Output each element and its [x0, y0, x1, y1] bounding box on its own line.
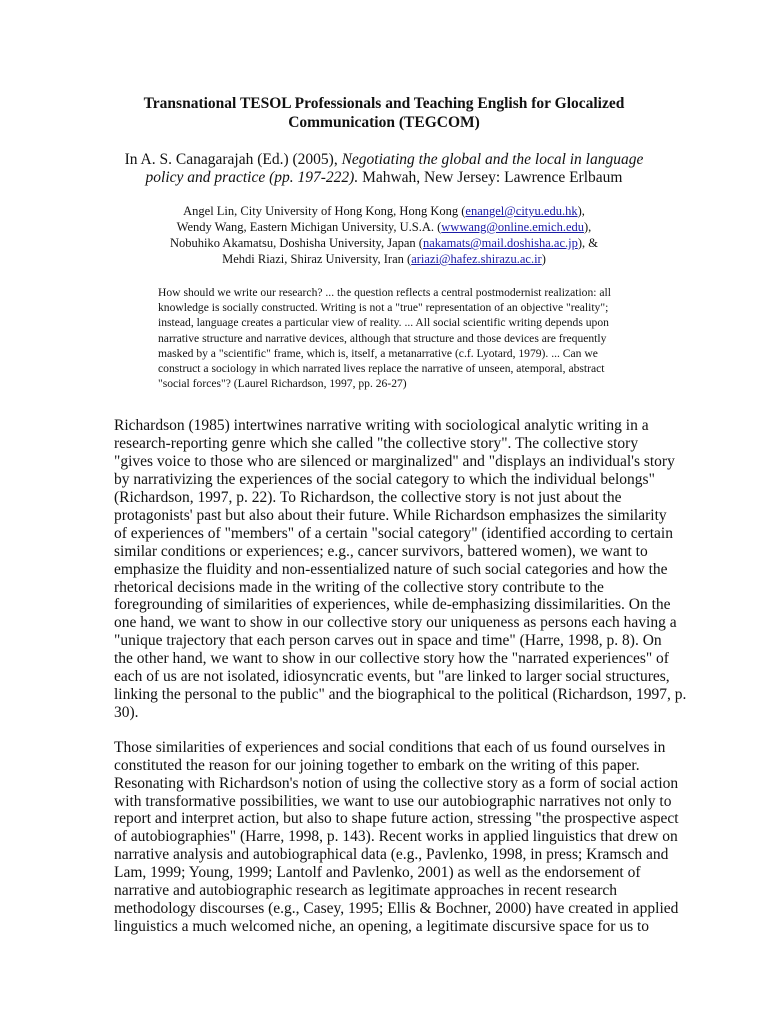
- paragraph-line: "gives voice to those who are silenced or marginalized" and "displays an individual's story: [114, 453, 675, 471]
- author-affiliation: Nobuhiko Akamatsu, Doshisha University, Japan (: [169, 236, 423, 250]
- paragraph-line: emphasize the fluidity and non-essentialized nature of such social categories and how the: [114, 560, 668, 578]
- author-line: [114, 203, 654, 219]
- title-line: Transnational TESOL Professionals and Teaching English for Glocalized: [143, 95, 625, 112]
- author-line: [114, 251, 654, 267]
- epigraph-line: narrative structure and narrative devices, although that structure and those devices are frequently: [158, 331, 607, 345]
- author-list: [114, 203, 654, 267]
- paragraph-line: Lam, 1999; Young, 1999; Lantolf and Pavlenko, 2001) as well as the endorsement of: [114, 864, 641, 882]
- paragraph-line: 30).: [114, 703, 139, 721]
- paragraph-line: (Richardson, 1997, p. 22). To Richardson, the collective story is not just about the: [114, 489, 622, 507]
- author-email-link[interactable]: enangel@cityu.edu.hk: [465, 204, 578, 218]
- author-line: [114, 219, 654, 235]
- document-title: [114, 94, 654, 132]
- epigraph-quote: [158, 285, 650, 391]
- author-affiliation: Mehdi Riazi, Shiraz University, Iran (: [222, 252, 412, 266]
- paragraph-line: one hand, we want to show in our collective story our uniqueness as persons each having a: [114, 614, 677, 632]
- paragraph-line: the other hand, we want to show in our collective story how the "narrated experiences" of: [114, 650, 669, 668]
- epigraph-line: "social forces"? (Laurel Richardson, 1997, pp. 26-27): [158, 377, 407, 391]
- author-punct: ): [541, 252, 546, 266]
- paragraph-line: Those similarities of experiences and social conditions that each of us found ourselves in: [114, 738, 666, 756]
- paragraph-line: constituted the reason for our joining together to embark on the writing of this paper.: [114, 756, 640, 774]
- source-citation: [114, 151, 654, 187]
- author-email-link[interactable]: wwwang@online.emich.edu: [441, 220, 585, 234]
- paragraph-line: "unique trajectory that each person carves out in space and time" (Harre, 1998, p. 8). On: [114, 632, 662, 650]
- epigraph-line: knowledge is socially constructed. Writing is not a "true" representation of an objective "reality";: [158, 301, 609, 315]
- citation-book-title: Negotiating the global and the local in language policy and practice (pp. 197-222).: [145, 151, 644, 186]
- paragraph-line: each of us are not isolated, idiosyncratic events, but "are linked to larger social structures,: [114, 668, 670, 686]
- paragraph-line: Resonating with Richardson's notion of using the collective story as a form of social action: [114, 774, 679, 792]
- paragraph-line: linguistics a much welcomed niche, an opening, a legitimate discursive space for us to: [114, 917, 650, 935]
- paragraph-line: of autobiographies" (Harre, 1998, p. 143). Recent works in applied linguistics that drew on: [114, 828, 678, 846]
- citation-prefix: In A. S. Canagarajah (Ed.) (2005),: [124, 151, 342, 168]
- paragraph-line: Richardson (1985) intertwines narrative writing with sociological analytic writing in a: [114, 417, 649, 435]
- author-affiliation: Angel Lin, City University of Hong Kong, Hong Kong (: [183, 204, 466, 218]
- author-line: [114, 235, 654, 251]
- title-line: Communication (TEGCOM): [288, 114, 480, 131]
- author-email-link[interactable]: ariazi@hafez.shirazu.ac.ir: [411, 252, 542, 266]
- author-affiliation: Wendy Wang, Eastern Michigan University, U.S.A. (: [176, 220, 442, 234]
- paragraph-line: protagonists' past but also about their future. While Richardson emphasizes the similarity: [114, 506, 667, 524]
- epigraph-line: construct a sociology in which narrated lives replace the narrative of unseen, atemporal, abstract: [158, 362, 605, 376]
- body-paragraph-2: [114, 738, 679, 936]
- epigraph-line: How should we write our research? ... the question reflects a central postmodernist realization: all: [158, 286, 611, 299]
- paragraph-line: methodology discourses (e.g., Casey, 1995; Ellis & Bochner, 2000) have created in applied: [114, 899, 679, 917]
- author-email-link[interactable]: nakamats@mail.doshisha.ac.jp: [422, 236, 578, 250]
- body-paragraph-1: [114, 417, 687, 721]
- paragraph-line: by narrativizing the experiences of the social category to which the individual belongs": [114, 471, 655, 489]
- paragraph-line: similar conditions or experiences; e.g., cancer survivors, battered women), we want to: [114, 542, 648, 560]
- epigraph-line: instead, language creates a particular view of reality. ... All social scientific writing depends upon: [158, 316, 609, 330]
- citation-suffix: Mahwah, New Jersey: Lawrence Erlbaum: [358, 169, 623, 186]
- author-punct: ), &: [577, 236, 598, 250]
- paragraph-line: foregrounding of similarities of experiences, while de-emphasizing dissimilarities. On the: [114, 596, 671, 614]
- epigraph-line: masked by a "scientific" frame, which is, itself, a metanarrative (c.f. Lyotard, 1979). ... Can we: [158, 346, 598, 360]
- paragraph-line: of experiences of "members" of a certain "social category" (identified according to certain: [114, 524, 673, 542]
- paragraph-line: with transformative possibilities, we want to use our autobiographic narratives not only to: [114, 792, 672, 810]
- paragraph-line: research-reporting genre which she called "the collective story". The collective story: [114, 435, 639, 453]
- author-punct: ),: [584, 220, 592, 234]
- author-punct: ),: [577, 204, 585, 218]
- paragraph-line: linking the personal to the public" and the biographical to the political (Richardson, 1997, p.: [114, 686, 687, 704]
- paragraph-line: narrative and autobiographic research as legitimate approaches in recent research: [114, 882, 618, 900]
- paragraph-line: report and interpret action, but also to shape future action, stressing "the prospective aspect: [114, 810, 679, 828]
- paragraph-line: rhetorical decisions made in the writing of the collective story contribute to the: [114, 578, 604, 596]
- paragraph-line: narrative analysis and autobiographical data (e.g., Pavlenko, 1998, in press; Kramsch and: [114, 846, 669, 864]
